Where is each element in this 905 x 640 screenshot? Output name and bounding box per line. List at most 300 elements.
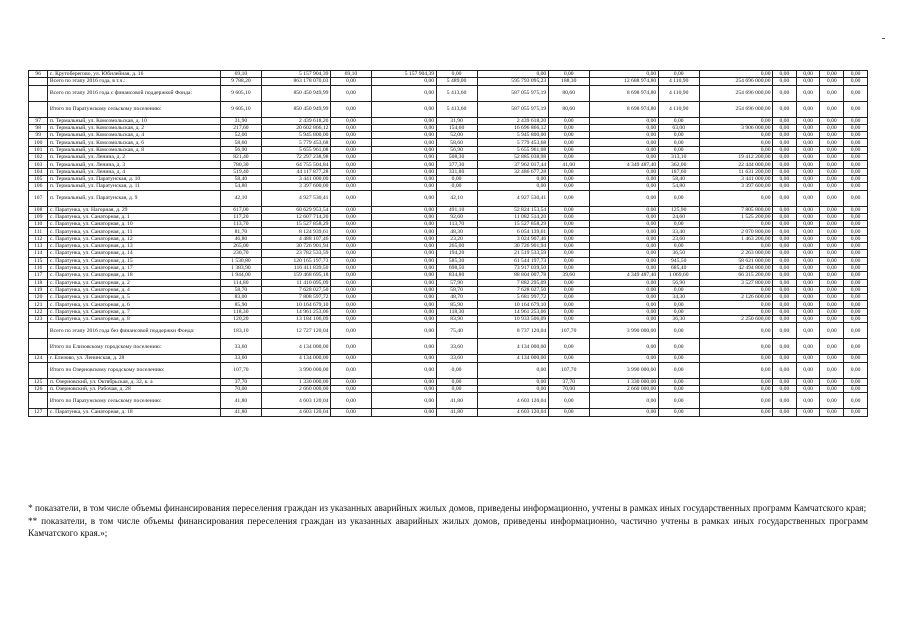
value-cell: 0,00 bbox=[699, 243, 772, 250]
value-cell: 0,00 bbox=[796, 78, 820, 85]
value-cell: 58,60 bbox=[436, 139, 477, 146]
value-cell: 2 263 000,00 bbox=[699, 250, 772, 257]
value-cell: 5 157 904,39 bbox=[371, 71, 436, 78]
value-cell: 0,00 bbox=[658, 409, 699, 416]
value-cell: 0,00 bbox=[699, 409, 772, 416]
address-cell: Всего по этапу 2016 года с финансовой поддержкой Фонда: bbox=[48, 85, 221, 101]
value-cell: 4 134 000,00 bbox=[477, 355, 548, 362]
table-row bbox=[29, 228, 868, 235]
value-cell: 0,00 bbox=[699, 190, 772, 206]
value-cell: 0,00 bbox=[773, 235, 797, 242]
value-cell: 0,00 bbox=[820, 161, 844, 168]
value-cell: 0,00 bbox=[820, 250, 844, 257]
value-cell: 0,00 bbox=[371, 385, 436, 392]
value-cell: 0,00 bbox=[589, 409, 658, 416]
value-cell: 0,00 bbox=[796, 362, 820, 378]
value-cell: 0,00 bbox=[330, 117, 371, 124]
value-cell: 21 519 533,59 bbox=[477, 250, 548, 257]
value-cell: 0,00 bbox=[773, 175, 797, 182]
value-cell: 0,00 bbox=[477, 378, 548, 385]
value-cell: 0,00 bbox=[589, 316, 658, 323]
address-cell: п. Термальный, ул. Паратунская, д. 10 bbox=[48, 175, 221, 182]
value-cell: 0,00 bbox=[796, 190, 820, 206]
value-cell: 0,00 bbox=[330, 161, 371, 168]
value-cell: 12 688 974,80 bbox=[589, 78, 658, 85]
value-cell: 0,00 bbox=[330, 385, 371, 392]
value-cell: 0,00 bbox=[820, 385, 844, 392]
row-number: 120 bbox=[29, 294, 48, 301]
value-cell: 37,70 bbox=[220, 378, 261, 385]
value-cell: 0,00 bbox=[371, 124, 436, 131]
value-cell: 0,00 bbox=[844, 301, 868, 308]
table-row bbox=[29, 250, 868, 257]
row-number: 127 bbox=[29, 409, 48, 416]
value-cell: 0,00 bbox=[371, 183, 436, 190]
table-row bbox=[29, 206, 868, 213]
value-cell: 0,00 bbox=[548, 175, 589, 182]
value-cell: 36,50 bbox=[658, 250, 699, 257]
value-cell: 0,00 bbox=[796, 183, 820, 190]
value-cell: 0,00 bbox=[796, 355, 820, 362]
table-row bbox=[29, 213, 868, 220]
value-cell: 0,00 bbox=[796, 228, 820, 235]
value-cell: 0,00 bbox=[548, 139, 589, 146]
address-cell: с. Паратунка, ул. Санаторная, д. 6 bbox=[48, 301, 221, 308]
value-cell: 0,00 bbox=[796, 316, 820, 323]
value-cell: 70,00 bbox=[220, 385, 261, 392]
address-cell: п. Термальный, ул. Паратунская, д. 11 bbox=[48, 183, 221, 190]
value-cell: 0,00 bbox=[773, 243, 797, 250]
value-cell: 0,00 bbox=[548, 393, 589, 409]
value-cell: 159 468 695,18 bbox=[261, 272, 330, 279]
value-cell: 0,00 bbox=[589, 286, 658, 293]
value-cell: 70,00 bbox=[548, 385, 589, 392]
value-cell: 0,00 bbox=[773, 257, 797, 264]
value-cell: 0,00 bbox=[773, 279, 797, 286]
value-cell: 0,00 bbox=[699, 308, 772, 315]
address-cell: с. Паратунка, ул. Санаторная, д. 8 bbox=[48, 316, 221, 323]
value-cell: 0,00 bbox=[548, 221, 589, 228]
value-cell: 5 945 800,00 bbox=[477, 132, 548, 139]
value-cell: 56,90 bbox=[658, 279, 699, 286]
value-cell: 0,00 bbox=[548, 154, 589, 161]
value-cell: 0,00 bbox=[548, 183, 589, 190]
value-cell: 0,00 bbox=[589, 279, 658, 286]
value-cell: 0,00 bbox=[330, 139, 371, 146]
value-cell: 0,00 bbox=[796, 161, 820, 168]
address-cell: Итого по Паратунскому сельскому поселению: bbox=[48, 393, 221, 409]
value-cell: 0,00 bbox=[773, 190, 797, 206]
value-cell: 0,00 bbox=[820, 272, 844, 279]
value-cell: 0,00 bbox=[844, 101, 868, 117]
value-cell: 0,00 bbox=[330, 264, 371, 271]
value-cell: 0,00 bbox=[773, 355, 797, 362]
value-cell: 0,00 bbox=[589, 139, 658, 146]
value-cell: 698,50 bbox=[436, 264, 477, 271]
value-cell: 0,00 bbox=[844, 393, 868, 409]
value-cell: 4 488 107,46 bbox=[261, 235, 330, 242]
value-cell: 0,00 bbox=[820, 286, 844, 293]
address-cell: п. Термальный, ул. Ленина, д. 2 bbox=[48, 154, 221, 161]
value-cell: 5 779 453,68 bbox=[261, 139, 330, 146]
value-cell: 0,00 bbox=[699, 355, 772, 362]
row-number: 123 bbox=[29, 316, 48, 323]
value-cell: 0,00 bbox=[330, 257, 371, 264]
value-cell: 34,30 bbox=[658, 294, 699, 301]
value-cell: 0,00 bbox=[477, 362, 548, 378]
table-row bbox=[29, 117, 868, 124]
value-cell: 58,70 bbox=[436, 286, 477, 293]
address-cell: п. Термальный, ул. Комсомольская, д. 8 bbox=[48, 146, 221, 153]
value-cell: 0,00 bbox=[699, 286, 772, 293]
value-cell: 0,00 bbox=[371, 117, 436, 124]
value-cell: 4 927 530,41 bbox=[477, 190, 548, 206]
value-cell: 265,00 bbox=[436, 243, 477, 250]
value-cell: 0,00 bbox=[844, 272, 868, 279]
value-cell: 32 486 677,28 bbox=[477, 168, 548, 175]
value-cell: 63,00 bbox=[658, 124, 699, 131]
value-cell: 0,00 bbox=[820, 78, 844, 85]
row-number: 126 bbox=[29, 385, 48, 392]
value-cell: 850 450 949,99 bbox=[261, 101, 330, 117]
value-cell: 72 297 238,98 bbox=[261, 154, 330, 161]
row-number bbox=[29, 78, 48, 85]
value-cell: 0,00 bbox=[330, 132, 371, 139]
value-cell: 41,00 bbox=[548, 161, 589, 168]
value-cell: 7 628 027,50 bbox=[477, 286, 548, 293]
value-cell: 0,00 bbox=[330, 235, 371, 242]
value-cell: 37,70 bbox=[548, 378, 589, 385]
value-cell: 120 165 197,73 bbox=[261, 257, 330, 264]
value-cell: 1 069,60 bbox=[658, 272, 699, 279]
value-cell: 42,10 bbox=[436, 190, 477, 206]
address-cell: п. Термальный, ул. Комсомольская, д. 4 bbox=[48, 132, 221, 139]
value-cell: 0,00 bbox=[844, 323, 868, 339]
value-cell: 58,70 bbox=[220, 286, 261, 293]
value-cell: 80,60 bbox=[548, 101, 589, 117]
value-cell: 33,60 bbox=[436, 355, 477, 362]
row-number: 109 bbox=[29, 213, 48, 220]
resettlement-table bbox=[28, 70, 868, 417]
value-cell: 3 397 600,00 bbox=[699, 183, 772, 190]
value-cell: 0,00 bbox=[548, 339, 589, 355]
value-cell: 5 413,60 bbox=[436, 101, 477, 117]
value-cell: 0,00 bbox=[844, 71, 868, 78]
value-cell: 2 070 800,00 bbox=[699, 228, 772, 235]
value-cell: 0,00 bbox=[436, 71, 477, 78]
value-cell: 0,00 bbox=[330, 308, 371, 315]
value-cell: 36,30 bbox=[658, 316, 699, 323]
value-cell: 254 696 000,00 bbox=[699, 85, 772, 101]
value-cell: 0,00 bbox=[699, 385, 772, 392]
value-cell: 0,00 bbox=[371, 243, 436, 250]
value-cell: 0,00 bbox=[844, 308, 868, 315]
value-cell: 0,00 bbox=[773, 206, 797, 213]
value-cell: 183,10 bbox=[220, 323, 261, 339]
address-cell: Всего по этапу 2016 года, в т.ч.: bbox=[48, 78, 221, 85]
value-cell: 42,10 bbox=[220, 190, 261, 206]
table-row bbox=[29, 257, 868, 264]
row-number: 98 bbox=[29, 124, 48, 131]
table-row bbox=[29, 85, 868, 101]
table-row bbox=[29, 235, 868, 242]
row-number: 105 bbox=[29, 175, 48, 182]
value-cell: 22 444 000,00 bbox=[699, 161, 772, 168]
table-row bbox=[29, 409, 868, 416]
value-cell: 0,00 bbox=[548, 213, 589, 220]
value-cell: 0,00 bbox=[773, 228, 797, 235]
address-cell: п. Термальный, ул. Комсомольская, д. 2 bbox=[48, 124, 221, 131]
row-number: 104 bbox=[29, 168, 48, 175]
value-cell: 0,00 bbox=[844, 228, 868, 235]
value-cell: 12 607 714,20 bbox=[261, 213, 330, 220]
value-cell: 58 621 000,00 bbox=[699, 257, 772, 264]
table-row bbox=[29, 175, 868, 182]
value-cell: 7 805 800,00 bbox=[699, 206, 772, 213]
value-cell: 0,00 bbox=[330, 286, 371, 293]
value-cell: 0,00 bbox=[844, 117, 868, 124]
value-cell: 0,00 bbox=[796, 393, 820, 409]
value-cell: 0,00 bbox=[796, 71, 820, 78]
value-cell: 0,00 bbox=[548, 243, 589, 250]
value-cell: 0,00 bbox=[796, 323, 820, 339]
value-cell: 0,00 bbox=[330, 146, 371, 153]
value-cell: 52 824 153,54 bbox=[477, 206, 548, 213]
value-cell: 0,00 bbox=[371, 409, 436, 416]
value-cell: 107,70 bbox=[548, 362, 589, 378]
value-cell: 0,00 bbox=[548, 301, 589, 308]
value-cell: 0,00 bbox=[589, 257, 658, 264]
value-cell: 3 990 000,00 bbox=[589, 362, 658, 378]
value-cell: 57,90 bbox=[436, 279, 477, 286]
table-row bbox=[29, 139, 868, 146]
value-cell: 41,80 bbox=[436, 393, 477, 409]
value-cell: 0,00 bbox=[699, 132, 772, 139]
table-row bbox=[29, 190, 868, 206]
address-cell: с. Паратунка, ул. Санаторная, д. 11 bbox=[48, 228, 221, 235]
value-cell: 0,00 bbox=[844, 154, 868, 161]
address-cell: п. Термальный, ул. Ленина, д. 4 bbox=[48, 168, 221, 175]
value-cell: 0,00 bbox=[844, 243, 868, 250]
value-cell: 0,00 bbox=[796, 294, 820, 301]
value-cell: 0,00 bbox=[773, 124, 797, 131]
row-number bbox=[29, 101, 48, 117]
value-cell: 194,20 bbox=[436, 250, 477, 257]
value-cell: 0,00 bbox=[548, 146, 589, 153]
value-cell: 0,00 bbox=[436, 378, 477, 385]
value-cell: 0,00 bbox=[548, 117, 589, 124]
value-cell: 0,00 bbox=[699, 378, 772, 385]
value-cell: 0,00 bbox=[589, 117, 658, 124]
value-cell: 0,00 bbox=[844, 294, 868, 301]
value-cell: 0,00 bbox=[330, 124, 371, 131]
value-cell: 0,00 bbox=[820, 132, 844, 139]
table-row bbox=[29, 362, 868, 378]
value-cell: 0,00 bbox=[371, 378, 436, 385]
value-cell: 107,70 bbox=[548, 323, 589, 339]
value-cell: 491,10 bbox=[436, 206, 477, 213]
value-cell: 0,00 bbox=[699, 221, 772, 228]
value-cell: 0,00 bbox=[589, 294, 658, 301]
value-cell: 0,00 bbox=[820, 183, 844, 190]
address-cell: Итого по Озерновскому городскому поселению: bbox=[48, 362, 221, 378]
value-cell: 80,60 bbox=[548, 85, 589, 101]
row-number bbox=[29, 339, 48, 355]
value-cell: 85,90 bbox=[220, 301, 261, 308]
value-cell: 1 525 200,00 bbox=[699, 213, 772, 220]
value-cell: 7 882 295,09 bbox=[477, 279, 548, 286]
row-number: 96 bbox=[29, 71, 48, 78]
value-cell: 75,40 bbox=[436, 323, 477, 339]
value-cell: 0,00 bbox=[548, 71, 589, 78]
row-number: 101 bbox=[29, 146, 48, 153]
value-cell: 0,00 bbox=[773, 339, 797, 355]
value-cell: 362,00 bbox=[658, 161, 699, 168]
value-cell: 0,00 bbox=[371, 139, 436, 146]
value-cell: 0,00 bbox=[548, 409, 589, 416]
value-cell: 0,00 bbox=[330, 78, 371, 85]
value-cell: 0,00 bbox=[773, 168, 797, 175]
value-cell: 33,60 bbox=[220, 339, 261, 355]
table-row bbox=[29, 221, 868, 228]
value-cell: 0,00 bbox=[589, 168, 658, 175]
value-cell: 0,00 bbox=[658, 308, 699, 315]
value-cell: 0,00 bbox=[773, 301, 797, 308]
address-cell: Всего по этапу 2016 года без финансовой поддержки Фонда: bbox=[48, 323, 221, 339]
value-cell: 0,00 bbox=[699, 71, 772, 78]
value-cell: 3 990 000,00 bbox=[589, 323, 658, 339]
value-cell: 3 441 000,00 bbox=[699, 175, 772, 182]
value-cell: 4 134 000,00 bbox=[477, 339, 548, 355]
row-number: 122 bbox=[29, 308, 48, 315]
value-cell: 0,00 bbox=[658, 393, 699, 409]
value-cell: 0,00 bbox=[658, 146, 699, 153]
value-cell: 0,00 bbox=[371, 175, 436, 182]
value-cell: 0,00 bbox=[796, 132, 820, 139]
value-cell: 0,00 bbox=[548, 235, 589, 242]
value-cell: 0,00 bbox=[589, 308, 658, 315]
table-row bbox=[29, 243, 868, 250]
value-cell: 2 439 618,20 bbox=[261, 117, 330, 124]
address-cell: с. Крутоберегово, ул. Юбилейная, д. 16 bbox=[48, 71, 221, 78]
value-cell: 0,00 bbox=[548, 190, 589, 206]
value-cell: 0,00 bbox=[820, 409, 844, 416]
table-row bbox=[29, 378, 868, 385]
value-cell: 0,00 bbox=[844, 132, 868, 139]
value-cell: 14 961 253,06 bbox=[477, 308, 548, 315]
value-cell: 0,00 bbox=[589, 243, 658, 250]
value-cell: 4 134 000,00 bbox=[261, 339, 330, 355]
value-cell: 0,00 bbox=[658, 190, 699, 206]
address-cell: с. Паратунка, ул. Санаторная, д. 4 bbox=[48, 286, 221, 293]
value-cell: 0,00 bbox=[548, 257, 589, 264]
value-cell: 217,60 bbox=[220, 124, 261, 131]
value-cell: 2 126 600,00 bbox=[699, 294, 772, 301]
value-cell: 0,00 bbox=[796, 146, 820, 153]
value-cell: 519,40 bbox=[220, 168, 261, 175]
value-cell: 3 441 000,00 bbox=[261, 175, 330, 182]
value-cell: 0,00 bbox=[658, 117, 699, 124]
value-cell: 2 439 618,20 bbox=[477, 117, 548, 124]
value-cell: 8 737 120,04 bbox=[477, 323, 548, 339]
value-cell: 16 696 866,12 bbox=[477, 124, 548, 131]
table-row bbox=[29, 154, 868, 161]
value-cell: 0,00 bbox=[796, 385, 820, 392]
value-cell: 33,60 bbox=[436, 339, 477, 355]
value-cell: 1 330 000,00 bbox=[261, 378, 330, 385]
value-cell: 0,00 bbox=[773, 161, 797, 168]
value-cell: 0,00 bbox=[477, 175, 548, 182]
value-cell: 0,00 bbox=[548, 132, 589, 139]
value-cell: 30 726 901,94 bbox=[261, 243, 330, 250]
row-number bbox=[29, 393, 48, 409]
value-cell: 0,00 bbox=[844, 190, 868, 206]
value-cell: 0,00 bbox=[589, 183, 658, 190]
address-cell: с. Паратунка, ул. Санаторная, д. 17 bbox=[48, 264, 221, 271]
value-cell: 4 603 120,04 bbox=[261, 393, 330, 409]
value-cell: 1 463 200,00 bbox=[699, 235, 772, 242]
value-cell: 0,00 bbox=[658, 132, 699, 139]
value-cell: 0,00 bbox=[589, 190, 658, 206]
value-cell: 30 726 901,94 bbox=[477, 243, 548, 250]
value-cell: 58,40 bbox=[220, 175, 261, 182]
value-cell: 113,70 bbox=[436, 221, 477, 228]
value-cell: 0,00 bbox=[796, 235, 820, 242]
value-cell: 187,60 bbox=[658, 168, 699, 175]
address-cell: Итого по Паратунскому сельскому поселению: bbox=[48, 101, 221, 117]
value-cell: 0,00 bbox=[699, 139, 772, 146]
value-cell: 0,00 bbox=[589, 355, 658, 362]
value-cell: 8 698 974,80 bbox=[589, 101, 658, 117]
value-cell: 0,00 bbox=[773, 308, 797, 315]
row-number: 114 bbox=[29, 250, 48, 257]
value-cell: 0,00 bbox=[773, 78, 797, 85]
value-cell: 3 990 000,00 bbox=[261, 362, 330, 378]
value-cell: 0,00 bbox=[844, 264, 868, 271]
value-cell: 0,00 bbox=[658, 378, 699, 385]
value-cell: 0,00 bbox=[844, 279, 868, 286]
value-cell: 0,00 bbox=[330, 154, 371, 161]
value-cell: 0,00 bbox=[589, 146, 658, 153]
row-number: 111 bbox=[29, 228, 48, 235]
value-cell: 4 349 487,40 bbox=[589, 272, 658, 279]
row-number: 117 bbox=[29, 272, 48, 279]
table-row bbox=[29, 101, 868, 117]
value-cell: 24,60 bbox=[658, 213, 699, 220]
value-cell: 54,80 bbox=[220, 183, 261, 190]
value-cell: 0,00 bbox=[773, 409, 797, 416]
value-cell: 33,40 bbox=[658, 228, 699, 235]
value-cell: 0,00 bbox=[548, 228, 589, 235]
value-cell: 0,00 bbox=[477, 71, 548, 78]
value-cell: 33,60 bbox=[220, 355, 261, 362]
value-cell: 0,00 bbox=[796, 206, 820, 213]
value-cell: 0,00 bbox=[820, 206, 844, 213]
value-cell: 48,70 bbox=[436, 294, 477, 301]
value-cell: 0,00 bbox=[796, 117, 820, 124]
value-cell: 11 631 200,00 bbox=[699, 168, 772, 175]
value-cell: 0,00 bbox=[589, 206, 658, 213]
value-cell: 0,00 bbox=[820, 378, 844, 385]
row-number: 113 bbox=[29, 243, 48, 250]
value-cell: 0,00 bbox=[796, 85, 820, 101]
value-cell: 0,00 bbox=[371, 272, 436, 279]
row-number: 115 bbox=[29, 257, 48, 264]
value-cell: 0,00 bbox=[773, 385, 797, 392]
table-body bbox=[29, 71, 868, 417]
address-cell: с. Паратунка, ул. Санаторная, д. 15 bbox=[48, 257, 221, 264]
value-cell: 0,00 bbox=[699, 362, 772, 378]
